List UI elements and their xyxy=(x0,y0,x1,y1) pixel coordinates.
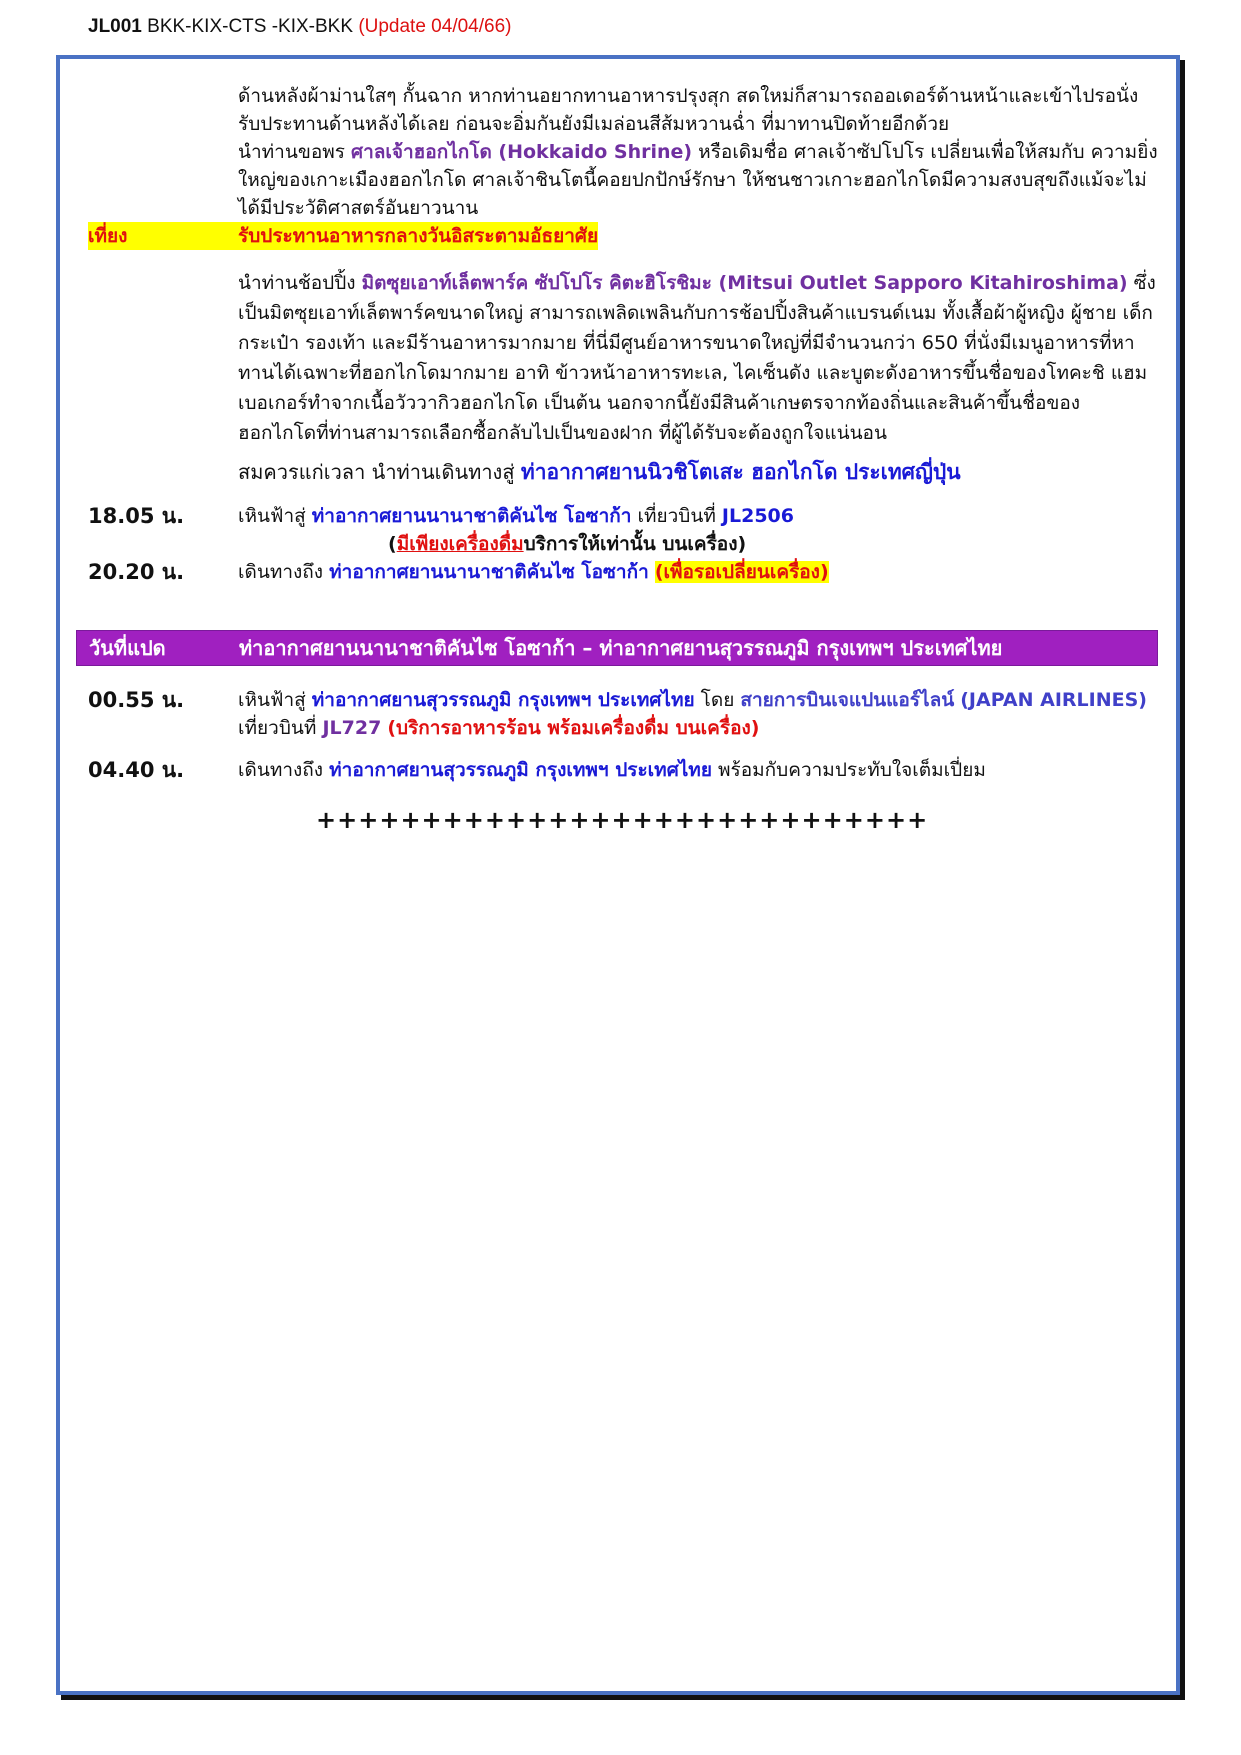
noon-label: เที่ยง xyxy=(88,222,238,250)
arrive-airport: ท่าอากาศยานนานาชาติคันไซ โอซาก้า xyxy=(329,561,649,583)
outlet-name: มิตซุยเอาท์เล็ตพาร์ค ซัปโปโร คิตะฮิโรชิมะ (Mitsui Outlet Sapporo Kitahiroshima) xyxy=(361,272,1128,294)
flight-number: JL2506 xyxy=(721,505,794,527)
end-marker: +++++++++++++++++++++++++++++ xyxy=(316,806,929,834)
arrive-pre: เดินทางถึง xyxy=(238,759,324,781)
shrine-name: ศาลเจ้าฮอกไกโด (Hokkaido Shrine) xyxy=(351,141,693,163)
arrive-post: พร้อมกับความประทับใจเต็มเปี่ยม xyxy=(718,759,986,781)
flight-note xyxy=(388,530,1158,558)
paragraph-depart xyxy=(238,458,1158,486)
restaurant-text: ด้านหลังผ้าม่านใสๆ กั้นฉาก หากท่านอยากทานอาหารปรุงสุก สดใหม่ก็สามารถออเดอร์ด้านหน้าและเข้าไปรอนั่งรับประทานด้านหลังได้เลย ก่อนจะอิ่มกันยังมีเมล่อนสีส้มหวานฉ่ำ ที่มาทานปิดท้ายอีกด้วย xyxy=(238,85,1139,135)
flight-airport: ท่าอากาศยานนานาชาติคันไซ โอซาก้า xyxy=(311,505,632,527)
paragraph-restaurant xyxy=(238,82,1158,138)
day-title: ท่าอากาศยานนานาชาติคันไซ โอซาก้า – ท่าอากาศยานสุวรรณภูมิ กรุงเทพฯ ประเทศไทย xyxy=(239,636,1003,660)
flight-time: 20.20 น. xyxy=(88,560,185,584)
flight-row-2 xyxy=(88,558,1158,586)
transfer-note: (เพื่อรอเปลี่ยนเครื่อง) xyxy=(654,561,829,583)
note-drinks-only: มีเพียงเครื่องดื่ม xyxy=(396,533,524,555)
flight-row-4 xyxy=(88,756,1158,784)
flight-detail xyxy=(238,502,1158,558)
arrive-pre: เดินทางถึง xyxy=(238,561,324,583)
airline-name-en: (JAPAN AIRLINES) xyxy=(960,689,1147,711)
tour-code: JL001 xyxy=(88,16,142,37)
noon-row xyxy=(88,222,1158,250)
page-header xyxy=(88,16,511,38)
outlet-desc: ซึ่งเป็นมิตซุยเอาท์เล็ตพาร์คขนาดใหญ่ สามารถเพลิดเพลินกับการช้อปปิ้งสินค้าแบรนด์เนม ทั้งเสื้อผ้าผู้หญิง ผู้ชาย เด็ก กระเป๋า รองเท้า และมีร้านอาหารมากมาย ที่นี่มีศูนย์อาหารขนาดใหญ่ที่มีจำนวนกว่า 650 ที่นั่งมีเมนูอาหารที่หาทานได้เฉพาะที่ฮอกไกโดมากมาย อาทิ ข้าวหน้าอาหารทะเล, ไคเซ็นดัง และบูตะดังอาหารขึ้นชื่อของโทคะชิ แฮมเบอเกอร์ทำจากเนื้อวัววากิวฮอกไกโด เป็นต้น นอกจากนี้ยังมีสินค้าเกษตรจากท้องถิ่นและสินค้าขึ้นชื่อของฮอกไกโดที่ท่านสามารถเลือกซื้อกลับไปเป็นของฝาก ที่ผู้ได้รับจะต้องถูกใจแน่นอน xyxy=(238,272,1156,444)
flight-label: เที่ยวบินที่ xyxy=(238,717,317,739)
outlet-pre: นำท่านช้อปปิ้ง xyxy=(238,272,356,294)
depart-airport: ท่าอากาศยานนิวชิโตเสะ ฮอกไกโด ประเทศญี่ปุ่น xyxy=(520,460,961,484)
tour-route: BKK-KIX-CTS -KIX-BKK xyxy=(147,16,354,37)
day-eight-band xyxy=(76,630,1158,666)
flight-pre: เหินฟ้าสู่ xyxy=(238,505,306,527)
shrine-desc: หรือเดิมชื่อ ศาลเจ้าซัปโปโร เปลี่ยนเพื่อให้สมกับ ความยิ่งใหญ่ของเกาะเมืองฮอกไกโด ศาลเจ้าชินโตนี้คอยปกปักษ์รักษา ให้ชนชาวเกาะฮอกไกโดมีความสงบสุขถึงแม้จะไม่ได้มีประวัติศาสตร์อันยาวนาน xyxy=(238,141,1158,219)
flight-row-3 xyxy=(88,686,1158,742)
flight-detail xyxy=(238,558,1158,586)
flight-label: เที่ยวบินที่ xyxy=(637,505,716,527)
flight-by: โดย xyxy=(700,689,735,711)
note-rest: บริการให้เท่านั้น บนเครื่อง) xyxy=(523,533,747,555)
flight-detail xyxy=(238,686,1158,742)
day-label: วันที่แปด xyxy=(89,636,166,660)
paragraph-shrine xyxy=(238,138,1158,222)
noon-text: รับประทานอาหารกลางวันอิสระตามอัธยาศัย xyxy=(238,222,598,250)
flight-pre: เหินฟ้าสู่ xyxy=(238,689,306,711)
flight-row-1 xyxy=(88,502,1158,558)
arrive-airport: ท่าอากาศยานสุวรรณภูมิ กรุงเทพฯ ประเทศไทย xyxy=(329,759,712,781)
update-date: (Update 04/04/66) xyxy=(358,16,512,37)
flight-time: 18.05 น. xyxy=(88,504,185,528)
itinerary-content xyxy=(88,82,1158,834)
meal-note: (บริการอาหารร้อน พร้อมเครื่องดื่ม บนเครื่อง) xyxy=(387,717,760,739)
paragraph-outlet xyxy=(238,268,1158,448)
shrine-pre: นำท่านขอพร xyxy=(238,141,345,163)
flight-time: 04.40 น. xyxy=(88,758,185,782)
flight-airport: ท่าอากาศยานสุวรรณภูมิ กรุงเทพฯ ประเทศไทย xyxy=(311,689,695,711)
flight-detail xyxy=(238,756,1158,784)
flight-time: 00.55 น. xyxy=(88,688,185,712)
flight-number: JL727 xyxy=(322,717,382,739)
depart-pre: สมควรแก่เวลา นำท่านเดินทางสู่ xyxy=(238,460,515,484)
airline-name: สายการบินเจแปนแอร์ไลน์ xyxy=(740,689,955,711)
note-open: ( xyxy=(388,533,397,555)
